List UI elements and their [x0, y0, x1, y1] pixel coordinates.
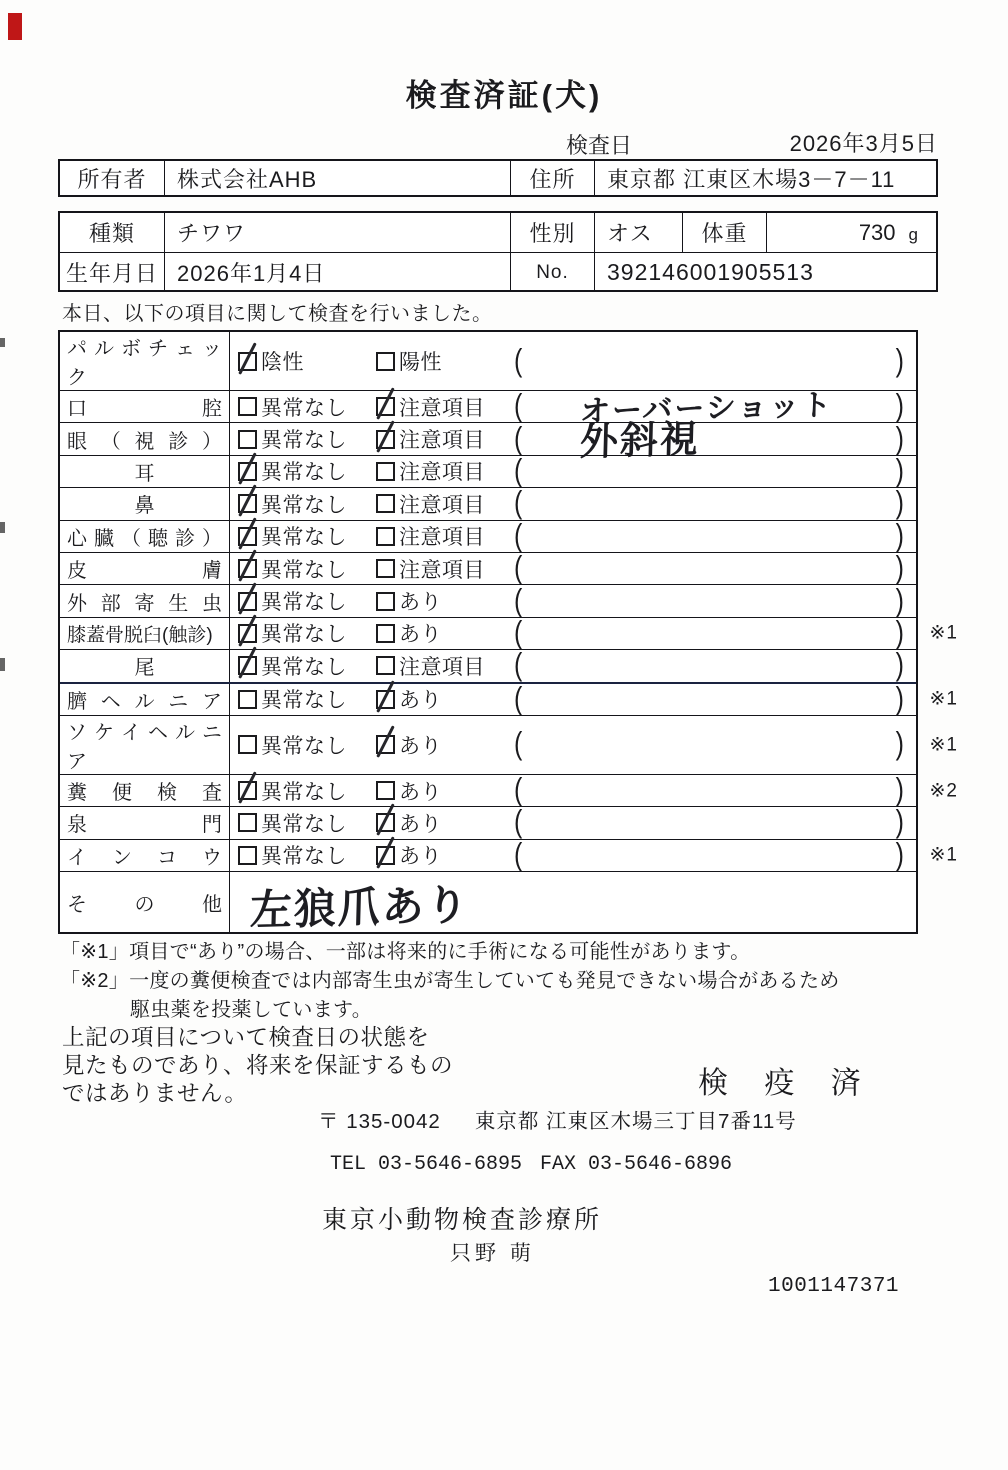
exam-item-label: 膝蓋骨脱臼(触診): [60, 618, 230, 649]
id-number-value: 392146001905513: [594, 253, 936, 292]
footnote-mark: ※2: [929, 780, 958, 802]
exam-item-label: 耳: [60, 456, 230, 487]
option-1-label: 異常なし: [261, 493, 347, 517]
option-1-label: 異常なし: [261, 689, 347, 713]
paren-close: ): [895, 804, 904, 840]
owner-label: 所有者: [77, 166, 147, 192]
option-1-label: 異常なし: [261, 526, 347, 550]
exam-item-label: 糞 便 検 査: [60, 775, 230, 806]
paren-close: ): [895, 615, 904, 651]
exam-item-label: イ ン コ ウ: [60, 840, 230, 871]
remarks-field: [508, 388, 916, 429]
exam-row: [60, 388, 916, 429]
footnote-mark: ※1: [929, 844, 958, 866]
paren-close: ): [895, 726, 904, 762]
owner-value: 株式会社AHB: [164, 161, 510, 195]
paren-close: ): [895, 582, 904, 618]
exam-row: [60, 418, 916, 464]
option-1-label: 異常なし: [261, 558, 347, 582]
option-2: [376, 424, 508, 454]
option-2: [376, 586, 508, 616]
exam-row: [60, 520, 916, 552]
option-2: [376, 489, 508, 519]
exam-item-label: 眼 （ 視 診 ）: [60, 423, 230, 454]
exam-item-label: 心 臓 （ 聴 診 ）: [60, 521, 230, 552]
option-2-label: 陽性: [399, 351, 442, 374]
remarks-field: [508, 804, 916, 840]
option-2: [376, 618, 508, 648]
paren-open: (: [514, 772, 523, 808]
option-1: [238, 808, 376, 838]
footnote-2: 「※2」一度の糞便検査では内部寄生虫が寄生していても発見できない場合があるため: [60, 970, 840, 992]
exam-item-label: 鼻: [60, 488, 230, 519]
paren-close: ): [895, 647, 904, 683]
paren-close: ): [895, 518, 904, 554]
exam-item-label: 外 部 寄 生 虫: [60, 585, 230, 616]
checkbox-icon: [376, 462, 395, 481]
option-1-label: 異常なし: [261, 812, 347, 836]
birth-label: 生年月日: [65, 261, 158, 286]
checkbox-icon: [238, 690, 257, 709]
footnotes: [60, 938, 840, 1025]
checkbox-icon: [238, 352, 257, 371]
checkbox-icon: [238, 846, 257, 865]
scan-artifact: [0, 338, 5, 347]
paren-open: (: [514, 582, 523, 618]
paren-close: ): [895, 388, 904, 424]
quarantine-stamp: 検 疫 済: [698, 1067, 875, 1100]
option-1-label: 異常なし: [261, 780, 347, 804]
option-1: [238, 840, 376, 870]
weight-label: 体重: [682, 213, 766, 252]
checkbox-icon: [376, 846, 395, 865]
option-2-label: 注意項目: [399, 655, 485, 679]
exam-row: [60, 487, 916, 519]
remarks-field: [508, 342, 916, 378]
remarks-field: [508, 550, 916, 586]
exam-item-label: 口 腔: [60, 391, 230, 422]
handwritten-note: 左狼爪あり: [249, 881, 471, 934]
checkbox-icon: [376, 527, 395, 546]
address-value: 東京都 江東区木場3－7－11: [594, 161, 936, 195]
clinic-address: 東京都 江東区木場三丁目7番11号: [474, 1110, 797, 1133]
remarks-field: [508, 518, 916, 554]
paren-open: (: [514, 804, 523, 840]
paren-close: ): [895, 420, 904, 456]
postal-code: 〒 135-0042: [318, 1110, 441, 1133]
disclaimer-line: 見たものであり、将来を保証するもの: [62, 1053, 454, 1078]
option-2-label: あり: [399, 734, 442, 758]
option-2-label: あり: [399, 623, 442, 647]
exam-row: [60, 837, 958, 873]
remarks-field: [508, 418, 916, 464]
exam-row: [60, 681, 958, 717]
clinic-address-line: [318, 1104, 797, 1134]
paren-close: ): [895, 681, 904, 717]
option-1-label: 異常なし: [261, 461, 347, 485]
option-2-label: あり: [399, 812, 442, 836]
option-2: [376, 651, 508, 681]
disclaimer-line: 上記の項目について検査日の状態を: [62, 1025, 430, 1050]
exam-item-label: 皮 膚: [60, 553, 230, 584]
option-2: [376, 456, 508, 486]
serial-number: 1001147371: [768, 1275, 900, 1298]
option-2-label: あり: [399, 845, 442, 869]
checkbox-icon: [238, 559, 257, 578]
exam-date-value: 2026年3月5日: [789, 131, 938, 156]
checkbox-icon: [238, 527, 257, 546]
option-1: [238, 684, 376, 714]
pet-info-table: [58, 211, 938, 292]
footnote-mark: ※1: [929, 622, 958, 644]
option-1: [238, 730, 376, 760]
option-2: [376, 521, 508, 551]
remarks-field: [508, 726, 916, 762]
owner-table: [58, 159, 938, 197]
exam-item-label: ソ ケ イ ヘ ル ニ ア: [60, 716, 230, 774]
paren-close: ): [895, 485, 904, 521]
option-2-label: 注意項目: [399, 493, 485, 517]
option-1: [238, 776, 376, 806]
exam-row: [60, 772, 958, 808]
species-label: 種類: [88, 221, 135, 246]
remarks-field: [508, 453, 916, 489]
remarks-field: [508, 485, 916, 521]
remarks-field: [508, 837, 916, 873]
option-2: [376, 808, 508, 838]
option-2-label: あり: [399, 689, 442, 713]
option-1: [238, 346, 376, 376]
remarks-field: [508, 681, 916, 717]
option-2: [376, 684, 508, 714]
exam-item-label: 泉 門: [60, 807, 230, 838]
option-2: [376, 554, 508, 584]
exam-item-label: パ ル ボ チ ェ ッ ク: [60, 332, 230, 390]
option-1-label: 異常なし: [261, 623, 347, 647]
red-corner-mark: [8, 13, 22, 40]
option-1-label: 異常なし: [261, 655, 347, 679]
checkbox-icon: [238, 592, 257, 611]
checkbox-icon: [376, 559, 395, 578]
option-1: [238, 651, 376, 681]
checkbox-icon: [376, 494, 395, 513]
exam-table: [58, 330, 958, 934]
footnote-mark: ※1: [929, 734, 958, 756]
option-1-label: 異常なし: [261, 845, 347, 869]
option-2-label: あり: [399, 780, 442, 804]
checkbox-icon: [238, 781, 257, 800]
paren-open: (: [514, 681, 523, 717]
paren-open: (: [514, 726, 523, 762]
intro-sentence: 本日、以下の項目に関して検査を行いました。: [62, 303, 493, 325]
checkbox-icon: [238, 735, 257, 754]
footnote-1: 「※1」項目で“あり”の場合、一部は将来的に手術になる可能性があります。: [60, 941, 751, 963]
exam-item-label: 臍 ヘ ル ニ ア: [60, 684, 230, 715]
option-1: [238, 489, 376, 519]
paren-open: (: [514, 342, 523, 378]
option-2: [376, 346, 508, 376]
species-value: チワワ: [164, 213, 510, 252]
checkbox-icon: [376, 592, 395, 611]
option-2-label: 注意項目: [399, 461, 485, 485]
paren-close: ): [895, 453, 904, 489]
checkbox-icon: [376, 690, 395, 709]
checkbox-icon: [238, 494, 257, 513]
checkbox-icon: [238, 624, 257, 643]
paren-open: (: [514, 615, 523, 651]
checkbox-icon: [238, 462, 257, 481]
exam-row: [60, 806, 916, 838]
paren-close: ): [895, 550, 904, 586]
sex-label: 性別: [510, 213, 594, 252]
paren-open: (: [514, 388, 523, 424]
checkbox-icon: [376, 781, 395, 800]
option-2: [376, 392, 508, 422]
remarks-field: [508, 615, 916, 651]
scan-artifact: [0, 658, 5, 671]
checkbox-icon: [238, 813, 257, 832]
id-number-label: No.: [510, 253, 594, 292]
option-2-label: 注意項目: [399, 396, 485, 420]
paren-open: (: [514, 420, 523, 456]
exam-row: [60, 615, 958, 651]
checkbox-icon: [376, 430, 395, 449]
disclaimer-paragraph: [62, 1024, 453, 1108]
exam-date-label: 検査日: [566, 133, 633, 158]
exam-row: [60, 649, 916, 681]
checkbox-icon: [376, 352, 395, 371]
option-1: [238, 554, 376, 584]
footnote-mark: ※1: [929, 688, 958, 710]
checkbox-icon: [376, 656, 395, 675]
checkbox-icon: [238, 397, 257, 416]
option-2-label: 注意項目: [399, 429, 485, 453]
handwritten-note: 外斜視: [579, 418, 701, 464]
disclaimer-line: ではありません。: [62, 1081, 248, 1106]
option-1-label: 異常なし: [261, 734, 347, 758]
option-1: [238, 521, 376, 551]
checkbox-icon: [376, 735, 395, 754]
exam-row: [60, 552, 916, 584]
birth-value: 2026年1月4日: [164, 253, 510, 292]
option-2: [376, 730, 508, 760]
sex-value: オス: [594, 213, 682, 252]
footnote-2-continued: 駆虫薬を投薬しています。: [130, 999, 372, 1021]
weight-unit: g: [908, 224, 918, 244]
option-2-label: 注意項目: [399, 558, 485, 582]
option-2: [376, 840, 508, 870]
paren-close: ): [895, 342, 904, 378]
checkbox-icon: [238, 656, 257, 675]
checkbox-icon: [376, 813, 395, 832]
checkbox-icon: [376, 397, 395, 416]
exam-item-label: そ の 他: [60, 872, 230, 932]
option-1: [238, 618, 376, 648]
checkbox-icon: [238, 430, 257, 449]
option-1: [238, 586, 376, 616]
exam-row: [60, 715, 958, 774]
page-title: 検査済証(犬): [405, 78, 603, 113]
clinic-contact-line: [330, 1153, 732, 1176]
remarks-field: [508, 772, 916, 808]
option-2-label: あり: [399, 591, 442, 615]
option-2: [376, 776, 508, 806]
remarks-field: [508, 647, 916, 683]
handwritten-note: オーバーショット: [579, 388, 834, 429]
paren-close: ): [895, 772, 904, 808]
option-1-label: 陰性: [261, 351, 304, 374]
paren-close: ): [895, 837, 904, 873]
clinic-name: 東京小動物検査診療所: [322, 1206, 603, 1234]
exam-row: [60, 455, 916, 487]
paren-open: (: [514, 485, 523, 521]
exam-row: [60, 871, 916, 932]
paren-open: (: [514, 518, 523, 554]
option-1-label: 異常なし: [261, 591, 347, 615]
scan-artifact: [0, 522, 5, 533]
option-1: [238, 456, 376, 486]
paren-open: (: [514, 647, 523, 683]
option-1: [238, 392, 376, 422]
clinic-fax: FAX 03-5646-6896: [540, 1153, 733, 1176]
exam-item-label: 尾: [60, 650, 230, 681]
paren-open: (: [514, 453, 523, 489]
paren-open: (: [514, 837, 523, 873]
clinic-tel: TEL 03-5646-6895: [330, 1153, 523, 1176]
weight-value: 730: [858, 219, 896, 245]
option-2-label: 注意項目: [399, 526, 485, 550]
option-1-label: 異常なし: [261, 396, 347, 420]
checkbox-icon: [376, 624, 395, 643]
paren-open: (: [514, 550, 523, 586]
option-1: [238, 424, 376, 454]
examiner-name: 只野 萌: [450, 1242, 535, 1265]
option-1-label: 異常なし: [261, 429, 347, 453]
address-label: 住所: [510, 161, 594, 195]
remarks-field: [508, 582, 916, 618]
exam-row: [60, 584, 916, 616]
